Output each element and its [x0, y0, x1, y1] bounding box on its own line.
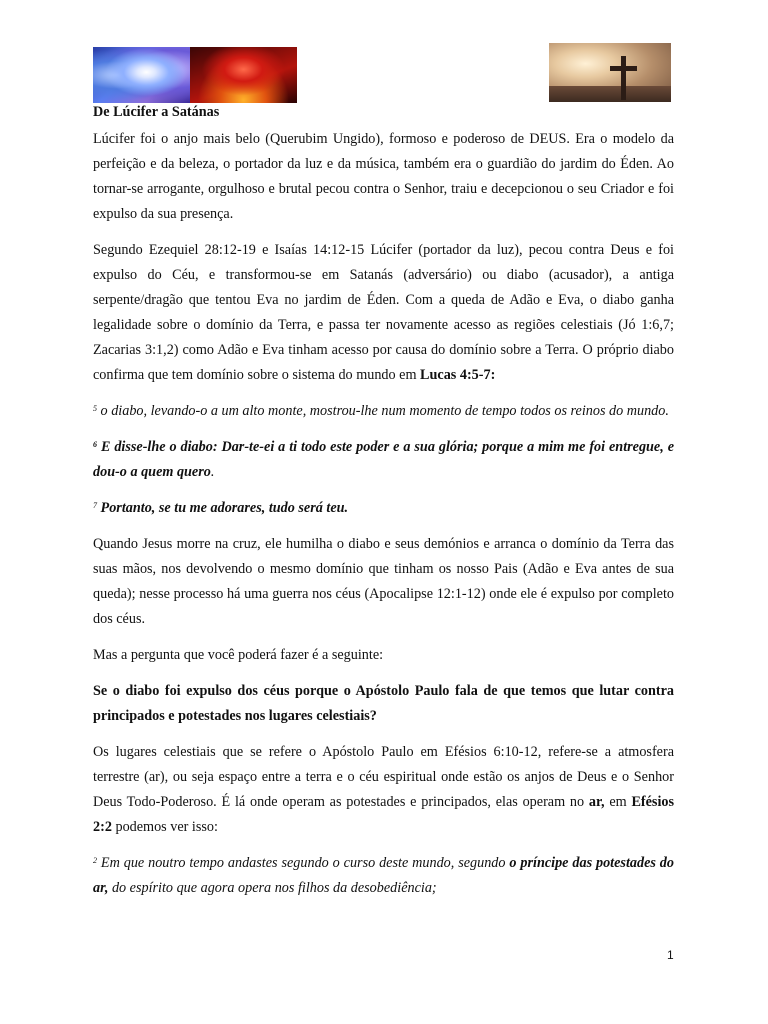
paragraph-ezequiel-text: Segundo Ezequiel 28:12-19 e Isaías 14:12-15 Lúcifer (portador da luz), pecou contra Deus e foi expulso do Céu, e transformou-se em Satanás (adversário) ou diabo (acusador), a antiga serpente/dragão que tentou Eva no jardim de Éden. Com a queda de Adão e Eva, o diabo ganha legalidade sobre o domínio da Terra, e passa ter novamente acesso as regiões celestiais (Jó 1:6,7; Zacarias 3:1,2) como Adão e Eva tinham acesso por causa do domínio sobre a Terra. O próprio diabo confirma que tem domínio sobre o sistema do mundo em — [93, 242, 674, 383]
verse-6-number: 6 — [93, 440, 97, 449]
verse-2-number: 2 — [93, 856, 97, 865]
verse-5-number: 5 — [93, 404, 97, 413]
verse-5 — [93, 399, 674, 424]
celestial-text-a: Os lugares celestiais que se refere o Apóstolo Paulo em Efésios 6:10-12, refere-se a atmosfera terrestre (ar), ou seja espaço entre a terra e o céu espiritual onde estão os anjos de Deus e o Senhor Deus Todo-Poderoso. É lá onde operam as potestades e principados, elas operam no — [93, 744, 674, 810]
verse-6-end: . — [210, 464, 215, 480]
verse-7-number: 7 — [93, 501, 97, 510]
celestial-text-c: podemos ver isso: — [111, 819, 218, 835]
reference-efesios: Efésios 2:2 — [93, 794, 674, 835]
page-title: De Lúcifer a Satánas — [93, 104, 220, 120]
demon-image — [190, 47, 297, 103]
angel-image — [93, 47, 190, 103]
verse-2-bold: o príncipe das potestades do ar, — [93, 855, 674, 896]
verse-7 — [93, 496, 674, 521]
cross-icon — [621, 56, 626, 100]
document-body — [93, 103, 674, 912]
verse-6-text: E disse-lhe o diabo: Dar-te-ei a ti todo este poder e a sua glória; porque a mim me foi entregue, e dou-o a quem quero — [93, 439, 675, 480]
verse-6 — [93, 435, 674, 485]
page-number: 1 — [667, 948, 674, 962]
paragraph-ezequiel — [93, 238, 674, 388]
cross-image-ground — [549, 86, 671, 102]
verse-2 — [93, 851, 674, 901]
reference-lucas: Lucas 4:5-7: — [420, 367, 496, 383]
celestial-ar: ar, — [588, 794, 605, 810]
verse-2-text-a: Em que noutro tempo andastes segundo o curso deste mundo, segundo — [100, 855, 510, 871]
paragraph-question-intro: Mas a pergunta que você poderá fazer é a seguinte: — [93, 647, 384, 663]
paragraph-lucifer-intro: Lúcifer foi o anjo mais belo (Querubim Ungido), formoso e poderoso de DEUS. Era o modelo da perfeição e da beleza, o portador da luz e da música, também era o guardião do jardim do Éden. Ao tornar-se arrogante, orgulhoso e brutal pecou contra o Senhor, traiu e decepcionou o seu Criador e foi expulso da sua presença. — [93, 131, 674, 222]
cross-image — [549, 43, 671, 102]
verse-5-text: o diabo, levando-o a um alto monte, mostrou-lhe num momento de tempo todos os reinos do mundo. — [100, 403, 669, 419]
verse-7-text: Portanto, se tu me adorares, tudo será teu. — [100, 500, 349, 516]
paragraph-celestial-places — [93, 740, 674, 840]
verse-2-text-b: do espírito que agora opera nos filhos da desobediência; — [108, 880, 437, 896]
celestial-text-b: em — [604, 794, 632, 810]
paragraph-question — [93, 679, 674, 729]
cross-beam — [610, 66, 637, 71]
question-text: Se o diabo foi expulso dos céus porque o Apóstolo Paulo fala de que temos que lutar contra principados e potestades nos lugares celestiais? — [93, 683, 674, 724]
paragraph-cross: Quando Jesus morre na cruz, ele humilha o diabo e seus demónios e arranca o domínio da Terra das suas mãos, nos devolvendo o mesmo domínio que tinham os nosso Pais (Adão e Eva antes de sua queda); nesse processo há uma guerra nos céus (Apocalipse 12:1-12) onde ele é expulso por completo dos céus. — [93, 536, 674, 627]
